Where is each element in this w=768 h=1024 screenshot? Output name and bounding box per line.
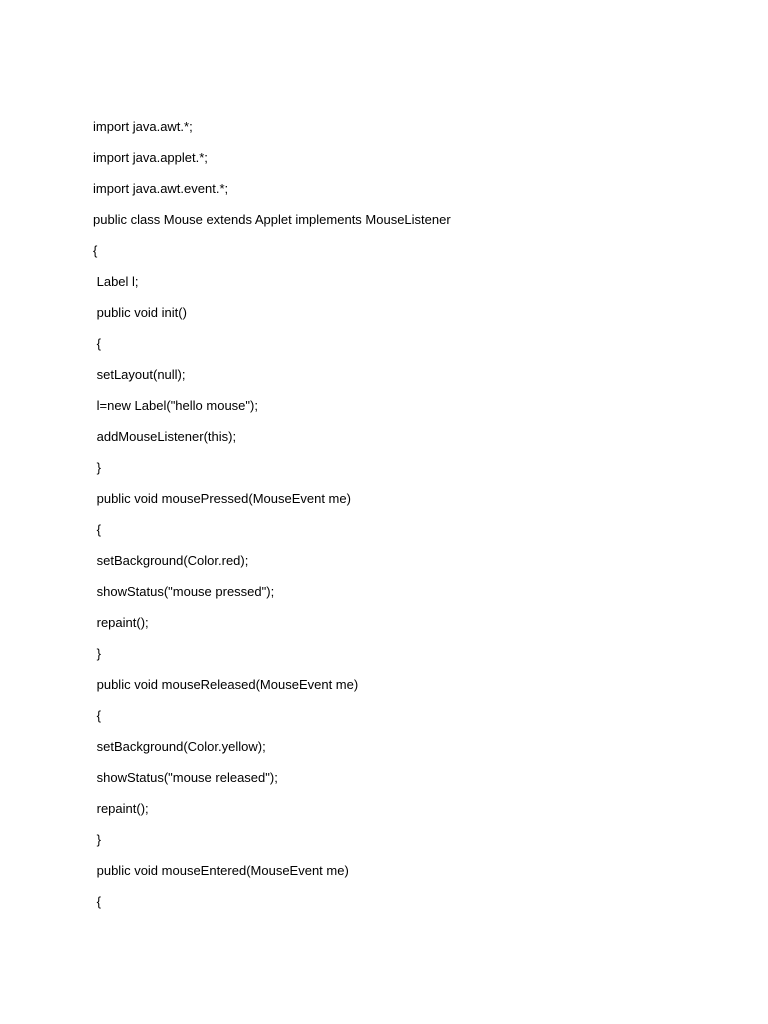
code-line: repaint(); xyxy=(93,615,149,630)
code-line: } xyxy=(93,646,101,661)
code-line: public void mouseReleased(MouseEvent me) xyxy=(93,677,359,692)
code-line: } xyxy=(93,832,101,847)
code-line: setBackground(Color.yellow); xyxy=(93,739,266,754)
code-line: setLayout(null); xyxy=(93,367,186,382)
code-line: { xyxy=(93,243,98,258)
code-line: repaint(); xyxy=(93,801,149,816)
code-line: { xyxy=(93,336,101,351)
code-line: showStatus("mouse released"); xyxy=(93,770,278,785)
code-line: } xyxy=(93,460,101,475)
code-line: import java.awt.event.*; xyxy=(93,181,229,196)
code-line: setBackground(Color.red); xyxy=(93,553,249,568)
code-line: public class Mouse extends Applet implements MouseListener xyxy=(93,212,451,227)
code-line: Label l; xyxy=(93,274,139,289)
code-line: l=new Label("hello mouse"); xyxy=(93,398,258,413)
code-line: public void mouseEntered(MouseEvent me) xyxy=(93,863,349,878)
code-line: import java.awt.*; xyxy=(93,119,193,134)
code-line: public void mousePressed(MouseEvent me) xyxy=(93,491,351,506)
code-line: { xyxy=(93,894,101,909)
code-line: addMouseListener(this); xyxy=(93,429,237,444)
code-listing xyxy=(93,117,451,923)
code-line: import java.applet.*; xyxy=(93,150,208,165)
code-line: { xyxy=(93,522,101,537)
code-line: public void init() xyxy=(93,305,187,320)
code-line: showStatus("mouse pressed"); xyxy=(93,584,275,599)
code-line: { xyxy=(93,708,101,723)
